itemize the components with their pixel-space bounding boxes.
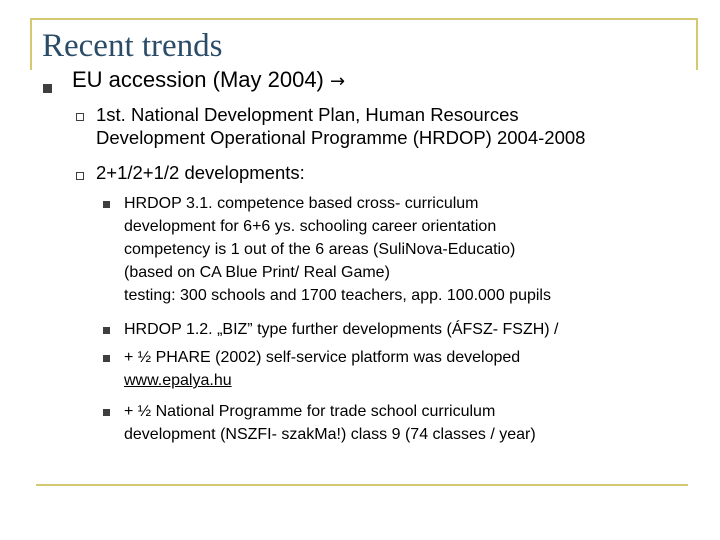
level3-item-4 <box>124 400 536 446</box>
small-square-bullet-icon <box>103 409 110 416</box>
level3-item-1 <box>124 192 551 307</box>
level2-item-1 <box>96 103 585 149</box>
level3-item-3-line-1: + ½ PHARE (2002) self-service platform was developed <box>124 349 521 366</box>
small-square-bullet-icon <box>103 327 110 334</box>
frame-left-rule <box>30 18 32 70</box>
level3-item-1-line-3: competency is 1 out of the 6 areas (SuliNova-Educatio) <box>124 241 516 258</box>
small-square-bullet-icon <box>103 355 110 362</box>
level3-item-2-line-1: HRDOP 1.2. „BIZ” type further developments (ÁFSZ- FSZH) / <box>124 321 559 338</box>
level3-item-4-line-2: development (NSZFI- szakMa!) class 9 (74 classes / year) <box>124 426 536 443</box>
hollow-square-bullet-icon <box>76 113 84 121</box>
level2-item-2 <box>96 161 305 184</box>
level2-item-1-line-1: 1st. National Development Plan, Human Resources <box>96 104 519 125</box>
level3-item-4-line-1: + ½ National Programme for trade school curriculum <box>124 403 496 420</box>
level2-item-2-line-1: 2+1/2+1/2 developments: <box>96 162 305 183</box>
frame-bottom-rule <box>36 484 688 486</box>
level3-item-1-line-2: development for 6+6 ys. schooling career orientation <box>124 218 497 235</box>
level2-item-1-line-2: Development Operational Programme (HRDOP) 2004-2008 <box>96 127 586 148</box>
frame-top-rule <box>30 18 698 20</box>
level3-item-1-line-5: testing: 300 schools and 1700 teachers, app. 100.000 pupils <box>124 287 551 304</box>
level3-item-3 <box>124 346 520 392</box>
level3-item-1-line-1: HRDOP 3.1. competence based cross- curriculum <box>124 195 479 212</box>
level1-item <box>72 67 345 95</box>
small-square-bullet-icon <box>103 201 110 208</box>
slide-title: Recent trends <box>42 28 223 64</box>
level1-text: EU accession (May 2004) <box>72 67 324 92</box>
right-arrow-icon: → <box>330 71 346 92</box>
level3-item-2 <box>124 318 558 341</box>
epalya-link[interactable]: www.epalya.hu <box>124 372 232 389</box>
square-bullet-icon <box>43 84 52 93</box>
frame-right-rule <box>696 18 698 70</box>
hollow-square-bullet-icon <box>76 172 84 180</box>
level3-item-1-line-4: (based on CA Blue Print/ Real Game) <box>124 264 390 281</box>
